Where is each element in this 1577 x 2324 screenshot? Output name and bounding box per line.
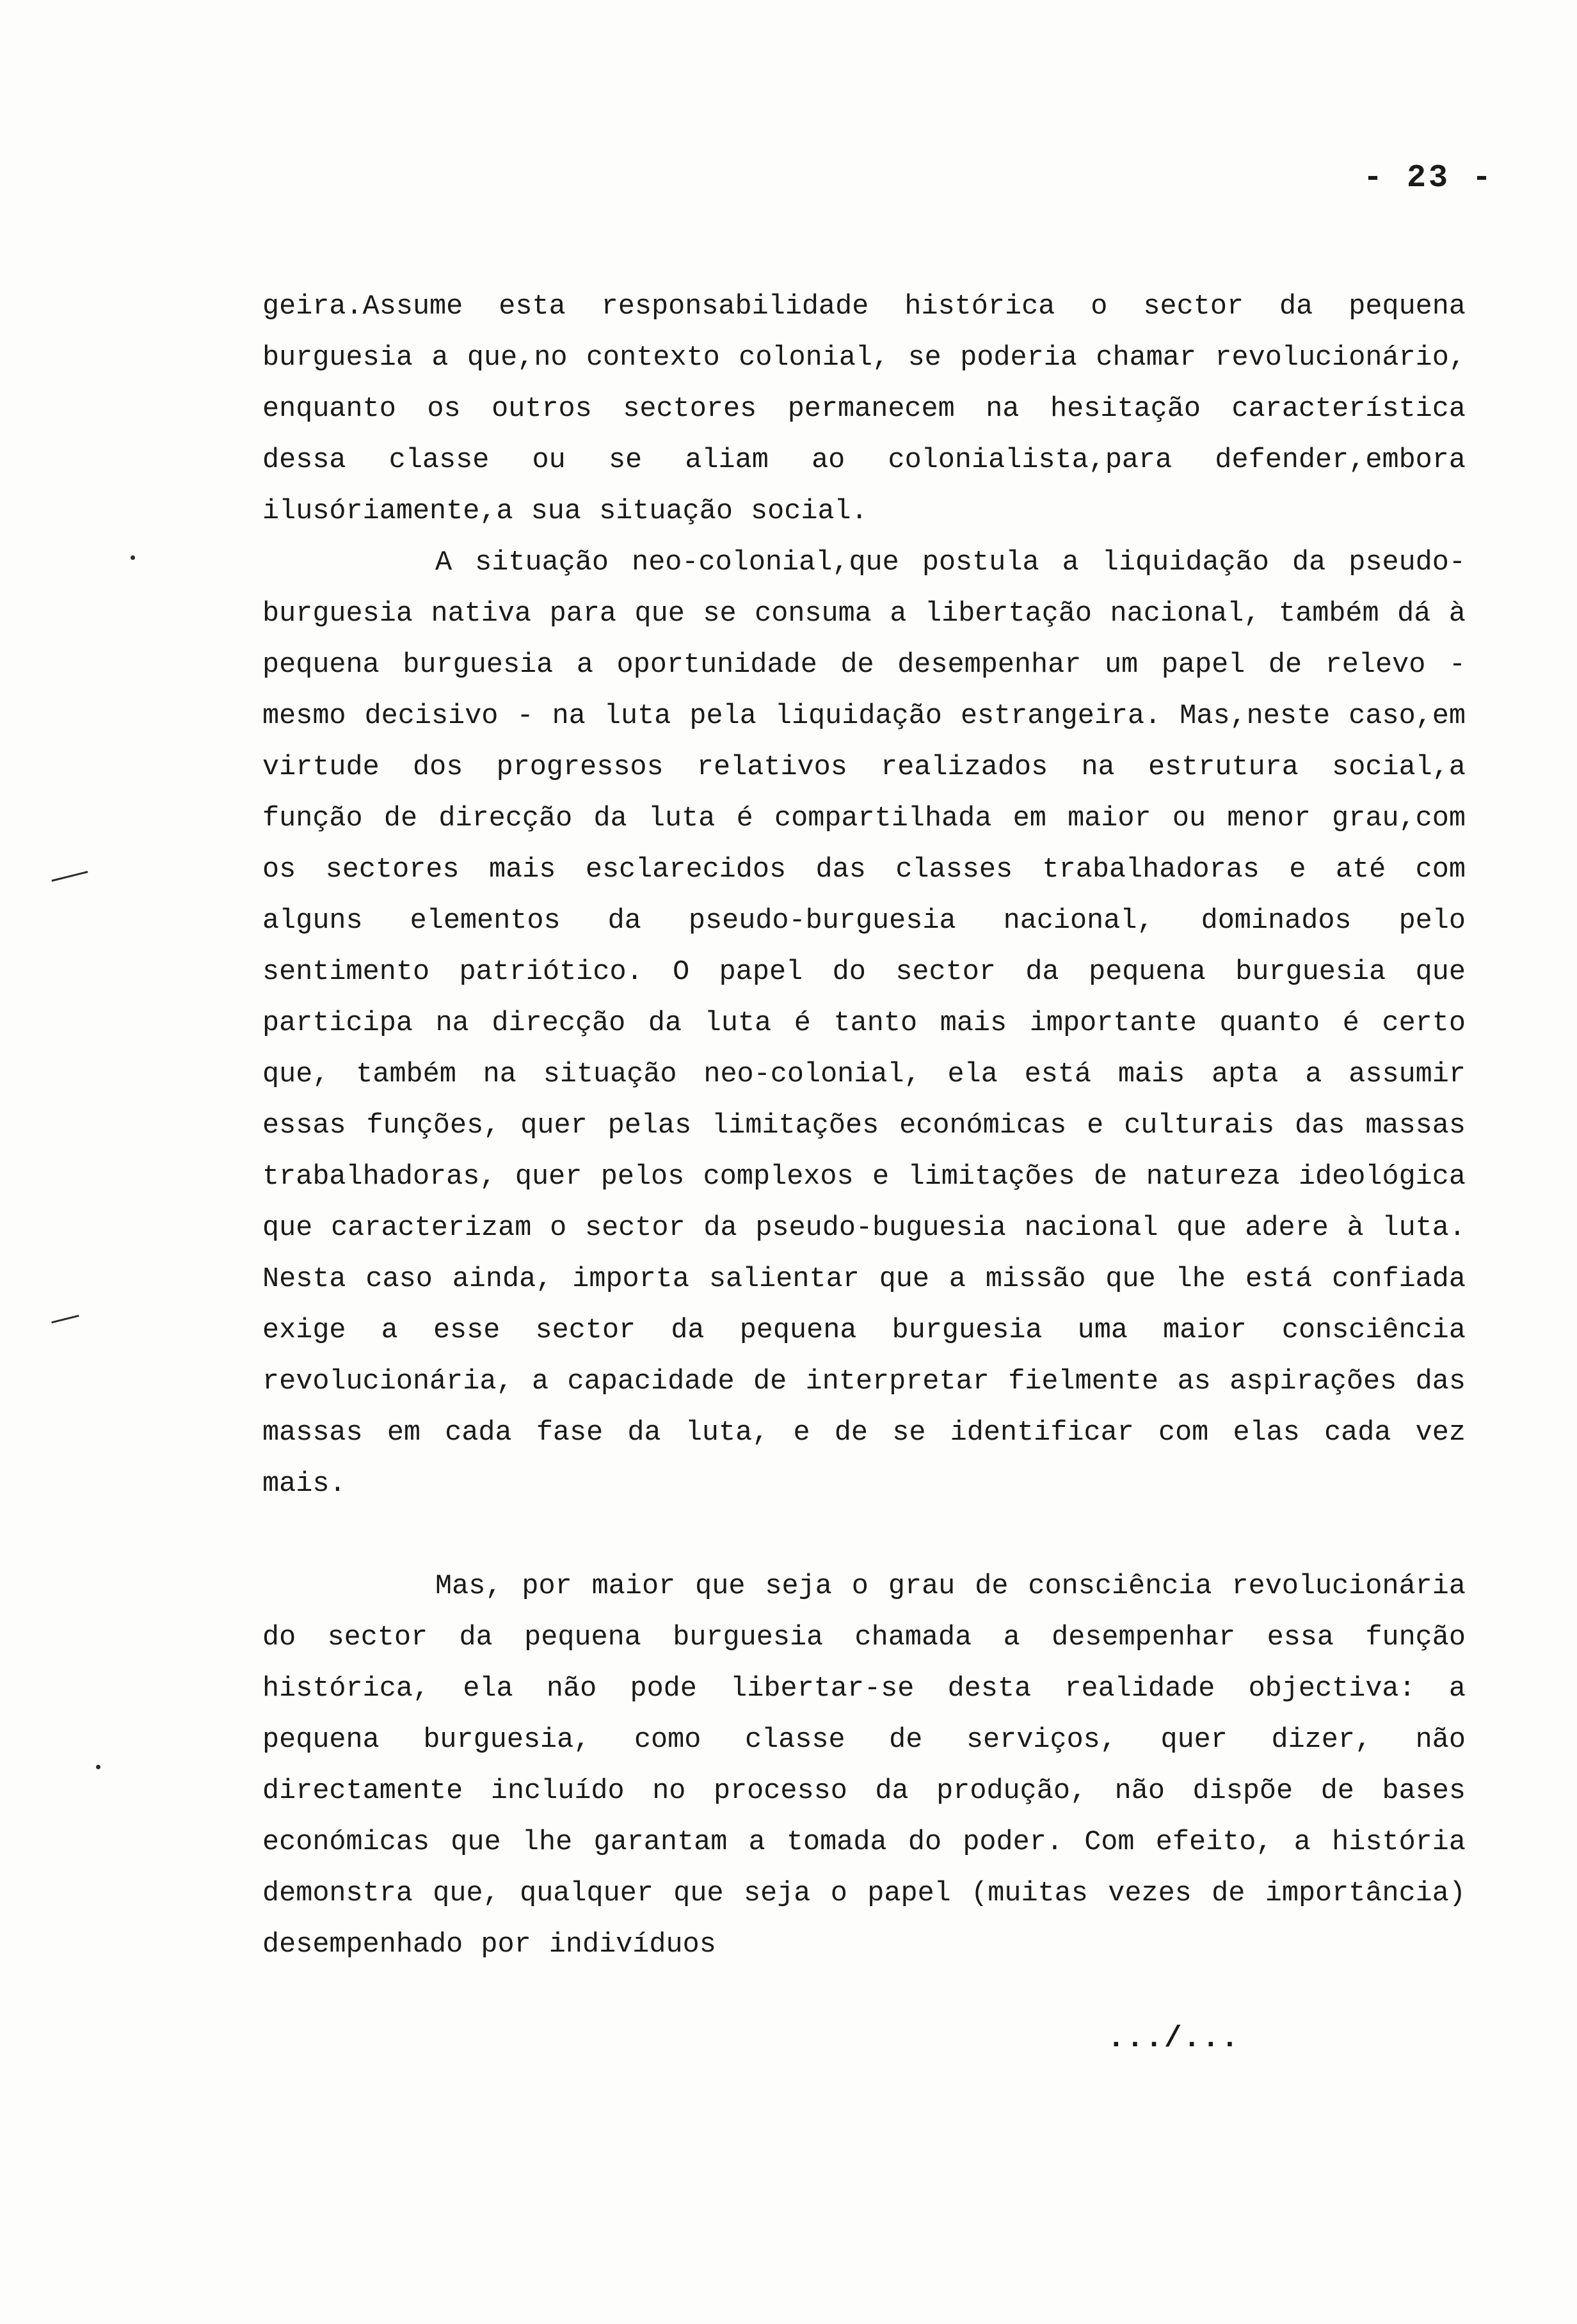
paragraph-1: geira.Assume esta responsabilidade histórica o sector da pequena burguesia a que,no contexto colonial, se poderia chamar revolucionário, enquanto os outros sectores permanecem na hesitação característica dessa classe ou se aliam ao colonialista,para defender,embora ilusóriamente,a sua situação social.: [262, 291, 1466, 527]
margin-dash-mark: [51, 871, 88, 882]
margin-dot-mark: [131, 555, 135, 560]
continuation-mark: .../...: [1107, 2022, 1240, 2055]
paragraph-2: A situação neo-colonial,que postula a liquidação da pseudo-burguesia nativa para que se consuma a libertação nacional, também dá à pequena burguesia a oportunidade de desempenhar um papel de relevo - mesmo decisivo - na luta pela liquidação estrangeira. Mas,neste caso,em virtude dos progressos relativos realizados na estrutura social,a função de direcção da luta é compartilhada em maior ou menor grau,com os sectores mais esclarecidos das classes trabalhadoras e até com alguns elementos da pseudo-burguesia nacional, dominados pelo sentimento patriótico. O papel do sector da pequena burguesia que participa na direcção da luta é tanto mais importante quanto é certo que, também na situação neo-colonial, ela está mais apta a assumir essas funções, quer pelas limitações económicas e culturais das massas trabalhadoras, quer pelos complexos e limitações de natureza ideológica que caracterizam o sector da pseudo-buguesia nacional que adere à luta. Nesta caso ainda, importa salientar que a missão que lhe está confiada exige a esse sector da pequena burguesia uma maior consciência revolucionária, a capacidade de interpretar fielmente as aspirações das massas em cada fase da luta, e de se identificar com elas cada vez mais.: [262, 547, 1466, 1500]
page-number: - 23 -: [1363, 160, 1494, 196]
paragraph-3: Mas, por maior que seja o grau de consciência revolucionária do sector da pequena burguesia chamada a desempenhar essa função histórica, ela não pode libertar-se desta realidade objectiva: a pequena burguesia, como classe de serviços, quer dizer, não directamente incluído no processo da produção, não dispõe de bases económicas que lhe garantam a tomada do poder. Com efeito, a história demonstra que, qualquer que seja o papel (muitas vezes de importância) desempenhado por indivíduos: [262, 1571, 1466, 1961]
margin-dot-mark: [96, 1765, 100, 1769]
margin-dash-mark: [51, 1315, 79, 1324]
body-text: [262, 282, 1466, 1971]
